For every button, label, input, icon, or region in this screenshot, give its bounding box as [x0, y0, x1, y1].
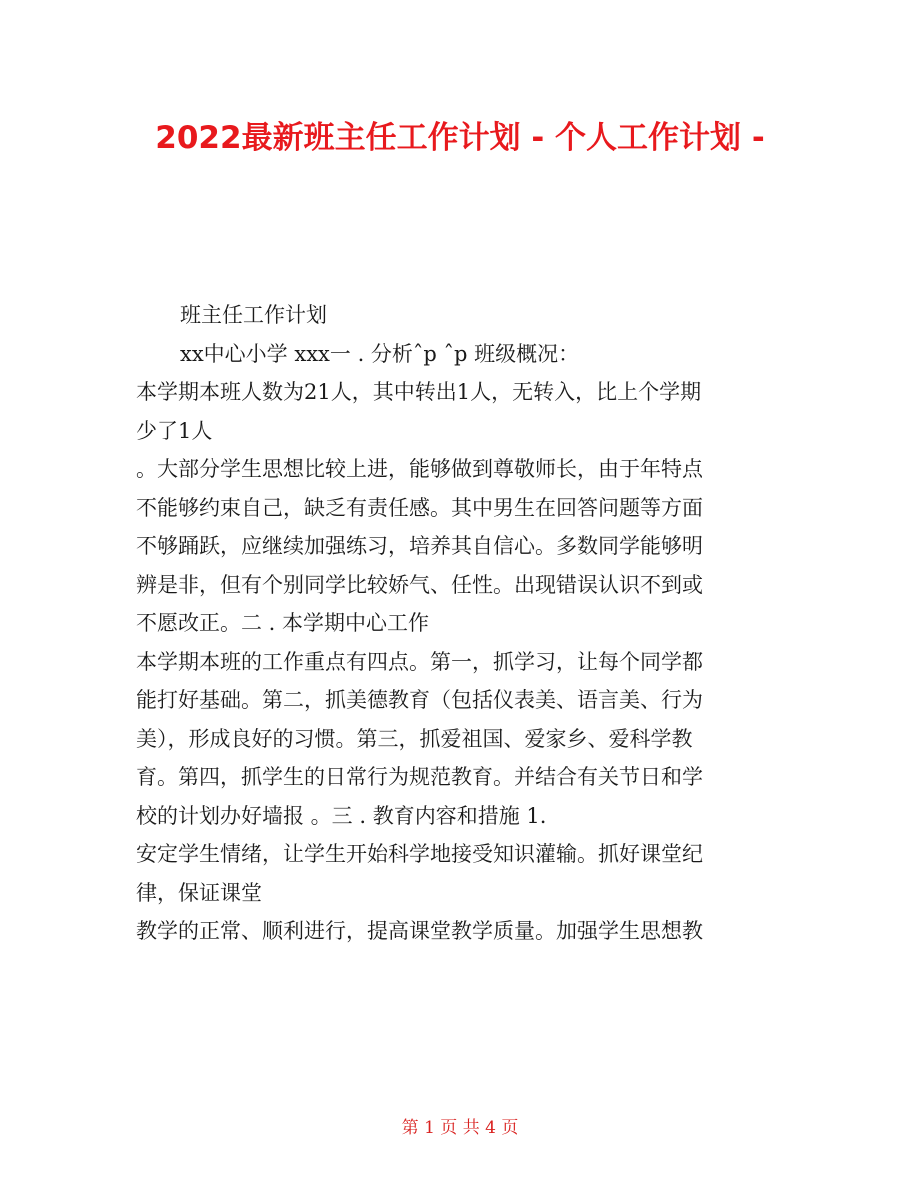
body-line: 美），形成良好的习惯。第三，抓爱祖国、爱家乡、爱科学教 [136, 726, 693, 751]
body-line: 能打好基础。第二，抓美德教育（包括仪表美、语言美、行为 [136, 688, 703, 712]
body-line: 不能够约束自己，缺乏有责任感。其中男生在回答问题等方面 [136, 495, 703, 520]
body-line: 教学的正常、顺利进行，提高课堂教学质量。加强学生思想教 [136, 919, 703, 943]
body-line: 校的计划办好墙报 。三 . 教育内容和措施 1. [136, 803, 547, 828]
body-line: 育。第四，抓学生的日常行为规范教育。并结合有关节日和学 [136, 765, 703, 789]
body-line: xx中心小学 xxx一 . 分析ˆp ˆp 班级概况： [180, 341, 580, 366]
section-heading: 班主任工作计划 [180, 303, 327, 327]
body-line: 不愿改正。二 . 本学期中心工作 [136, 611, 430, 635]
body-line: 安定学生情绪，让学生开始科学地接受知识灌输。抓好课堂纪 [136, 842, 703, 866]
body-line: 本学期本班人数为21人，其中转出1人，无转入，比上个学期 [136, 380, 702, 404]
body-line: 辨是非，但有个别同学比较娇气、任性。出现错误认识不到或 [136, 572, 703, 597]
page-number-footer: 第 1 页 共 4 页 [401, 1118, 519, 1138]
body-line: 少了1人 [136, 418, 213, 443]
body-line: 不够踊跃，应继续加强练习，培养其自信心。多数同学能够明 [136, 534, 703, 558]
body-line: 。大部分学生思想比较上进，能够做到尊敬师长，由于年特点 [136, 457, 703, 481]
body-line: 本学期本班的工作重点有四点。第一，抓学习，让每个同学都 [136, 649, 703, 674]
document-title: 2022最新班主任工作计划 - 个人工作计划 - [155, 120, 765, 156]
body-line: 律，保证课堂 [136, 880, 262, 905]
document-body [136, 296, 796, 951]
